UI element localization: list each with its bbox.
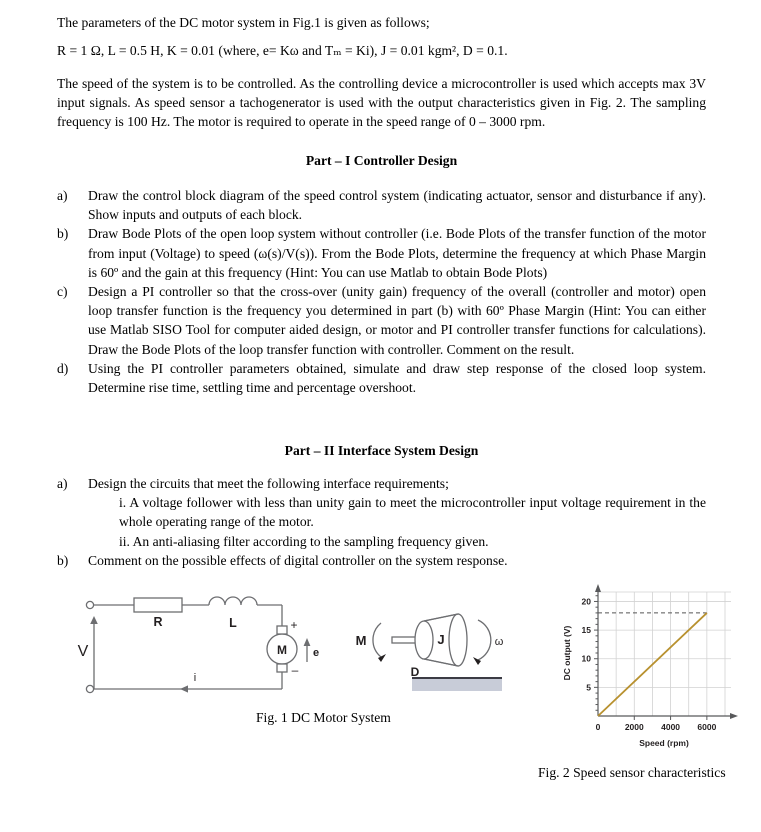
list-item	[57, 186, 706, 224]
label-minus-terminal: –	[291, 663, 299, 677]
label-motor: M	[277, 643, 287, 657]
list-marker: b)	[57, 552, 69, 568]
label-voltage: V	[77, 643, 89, 660]
list-marker: a)	[57, 476, 68, 491]
label-plus-terminal: +	[290, 618, 298, 632]
list-item	[57, 282, 706, 359]
list-item-text: Using the PI controller parameters obtained, simulate and draw step response of the closed loop system. Determine rise time, settling time and percentage overshoot.	[88, 360, 706, 396]
voltage-arrow-icon	[90, 616, 98, 624]
parameters-line: R = 1 Ω, L = 0.5 H, K = 0.01 (where, e= Kω and Tₘ = Ki), J = 0.01 kgm², D = 0.1.	[57, 43, 508, 58]
y-tick-label: 20	[581, 596, 591, 607]
intro-paragraph: The parameters of the DC motor system in Fig.1 is given as follows;	[57, 15, 430, 30]
sub-item: ii. An anti-aliasing filter according to the sampling frequency given.	[119, 533, 489, 549]
x-axis-arrow-icon	[730, 713, 738, 719]
label-damping: D	[410, 665, 420, 679]
part2-item-list	[57, 474, 706, 570]
y-axis-arrow-icon	[595, 584, 601, 592]
x-tick-label: 6000	[697, 722, 717, 732]
list-marker: b)	[57, 226, 69, 242]
current-arrow-icon	[180, 685, 188, 692]
speed-paragraph: The speed of the system is to be controlled. As the controlling device a microcontroller is used which accepts max 3V input signals. As speed sensor a tachogenerator is used with the output characteristics given in Fig. 2. The sampling frequency is 100 Hz. The motor is required to operate in the speed range of 0 – 3000 rpm.	[57, 76, 706, 130]
list-item-text: Draw the control block diagram of the speed control system (indicating actuator, sensor and disturbance if any). Show inputs and outputs of each block.	[88, 188, 706, 223]
label-omega: ω	[494, 636, 504, 648]
part1-heading: Part – I Controller Design	[305, 153, 458, 168]
list-item-text: Comment on the possible effects of digital controller on the system response.	[88, 552, 508, 568]
part2-heading: Part – II Interface System Design	[284, 443, 479, 458]
y-tick-label: 10	[581, 653, 591, 664]
list-marker: a)	[57, 188, 68, 203]
emf-arrow-icon	[304, 638, 311, 646]
figure1-caption: Fig. 1 DC Motor System	[256, 710, 391, 725]
speed-sensor-chart	[556, 578, 751, 753]
list-item	[57, 224, 706, 282]
ground-bar	[412, 678, 502, 691]
sub-item: i. A voltage follower with less than unity gain to meet the microcontroller input voltage requirement in the whole operating range of the motor.	[119, 495, 706, 530]
x-tick-label: 0	[595, 722, 601, 732]
list-marker: d)	[57, 360, 69, 376]
y-tick-label: 5	[586, 682, 591, 693]
chart-y-axis-label: DC output (V)	[562, 625, 572, 681]
list-item-text: Draw Bode Plots of the open loop system without controller (i.e. Bode Plots of the transfer function of the motor from input (Voltage) to speed (ω(s)/V(s)). From the Bode Plots, determine the frequency at which Phase Margin is 60º and the gain at this frequency (Hint: You can use Matlab to obtain Bode Plots)	[88, 226, 706, 280]
label-current: i	[193, 672, 197, 684]
dc-motor-circuit-diagram	[72, 588, 322, 698]
label-torque: M	[355, 633, 367, 648]
label-back-emf: e	[312, 647, 320, 659]
list-item	[57, 359, 706, 397]
x-tick-label: 4000	[661, 722, 681, 732]
x-tick-label: 2000	[624, 722, 644, 732]
chart-x-axis-label: Speed (rpm)	[639, 738, 689, 748]
chart-tick-marks	[594, 596, 707, 720]
part1-item-list	[57, 186, 706, 397]
label-inductor: L	[229, 616, 237, 630]
mechanical-load-diagram	[348, 600, 528, 700]
figure2-caption: Fig. 2 Speed sensor characteristics	[538, 765, 726, 780]
list-item	[57, 551, 706, 570]
list-item	[57, 474, 706, 551]
omega-arrow-icon	[473, 657, 481, 665]
list-item-text: Design the circuits that meet the following interface requirements;	[88, 476, 449, 491]
label-resistor: R	[153, 615, 163, 629]
label-inertia: J	[437, 632, 445, 647]
list-marker: c)	[57, 284, 68, 300]
list-item-text: Design a PI controller so that the cross-over (unity gain) frequency of the overall (controller and motor) open loop transfer function is the frequency you determined in part (b) with 60º Phase Margin (Hint: You can either use Matlab SISO Tool for computer aided design, or motor and PI controller transfer functions for calculations). Draw the Bode Plots of the loop transfer function with controller. Comment on the result.	[88, 284, 706, 357]
y-tick-label: 15	[581, 625, 591, 636]
